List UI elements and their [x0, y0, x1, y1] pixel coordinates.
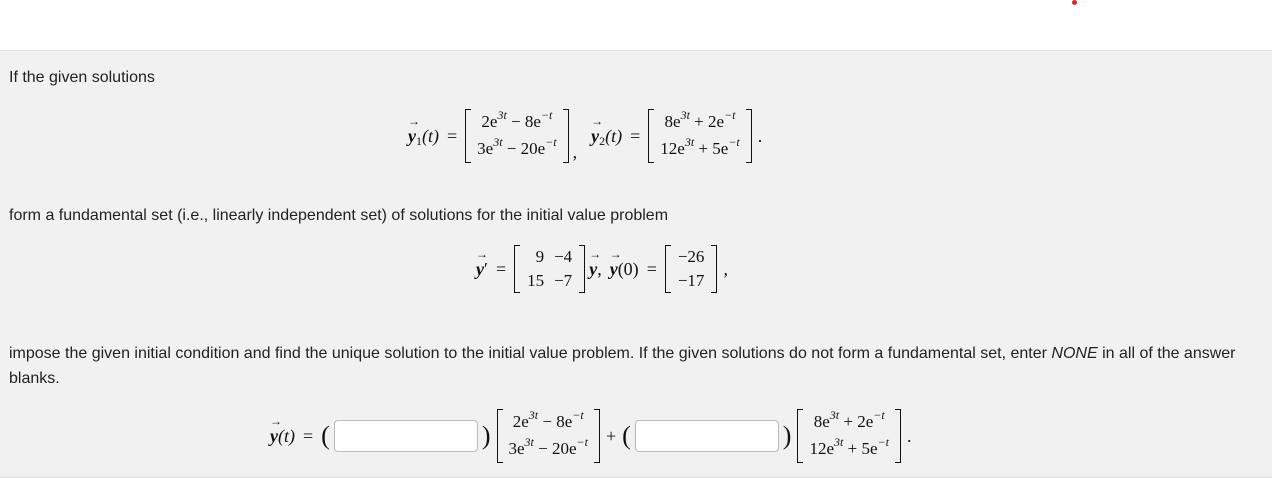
- solutions-equation: → y 1 (t) = $2e^{3t} - 8e^{-t}$ $3e^{3t} - 20e^{-t}$ , → y 2 (t) = $8e^{3t} + 2e^{-t}$ $12e^{3t} + 5e^{-t}$ .: [408, 109, 762, 163]
- y1-subscript: 1: [416, 133, 422, 148]
- y0-arg: (0): [617, 258, 639, 279]
- y2-subscript: 2: [599, 133, 606, 148]
- y2-arg: (t): [605, 125, 623, 146]
- impose-text: impose the given initial condition and find the unique solution to the initial value problem. If the given solutions do not form a fundamental set, enter NONE in all of the answer blanks.: [9, 345, 1236, 387]
- matrix-cell: 9: [535, 247, 545, 266]
- y1-vector: [465, 109, 568, 163]
- y1-row-1: $2e^{3t} - 8e^{-t}$: [481, 108, 553, 131]
- intro-text: If the given solutions: [9, 69, 155, 86]
- status-dot: [1072, 0, 1077, 5]
- y1-arg: (t): [422, 125, 439, 146]
- answer-y2-vector: $8e^{3t} + 2e^{-t}$ $12e^{3t} + 5e^{-t}$: [797, 409, 900, 463]
- none-keyword: NONE: [1051, 345, 1098, 362]
- y2-row-2: $12e^{3t} + 5e^{-t}$: [660, 135, 740, 158]
- matrix-cell: −4: [554, 247, 573, 266]
- coefficient-matrix: [514, 245, 585, 293]
- coefficient-c1-input[interactable]: [334, 420, 478, 452]
- answer-arg: (t): [278, 425, 295, 446]
- fundamental-text: form a fundamental set (i.e., linearly independent set) of solutions for the initial value problem: [9, 207, 669, 224]
- answer-y1-vector: $2e^{3t} - 8e^{-t}$ $3e^{3t} - 20e^{-t}$: [497, 409, 600, 463]
- y2-symbol: → y: [591, 126, 599, 147]
- prime-mark: ′: [484, 258, 488, 279]
- answer-y-symbol: → y: [270, 426, 278, 447]
- init-cell: −17: [677, 271, 705, 290]
- matrix-cell: −7: [554, 271, 573, 290]
- coefficient-c2-input[interactable]: [635, 420, 779, 452]
- y1-row-2: $3e^{3t} - 20e^{-t}$: [477, 135, 557, 158]
- yprime-symbol: → y: [476, 259, 484, 280]
- init-cell: −26: [677, 247, 705, 266]
- matrix-cell: 15: [527, 271, 545, 290]
- y2-row-1: $8e^{3t} + 2e^{-t}$: [664, 108, 736, 131]
- question-panel: [0, 50, 1272, 478]
- y0-symbol: → y: [610, 259, 618, 280]
- y1-symbol: → y: [408, 126, 416, 147]
- answer-equation: → y (t) = ( ) $2e^{3t} - 8e^{-t}$ $3e^{3t} - 20e^{-t}$ + ( ) $8e^{3t} + 2e^{-t}$ $12e^{3t} + 5e^{-t}$ .: [270, 409, 911, 463]
- y2-vector: [648, 109, 751, 163]
- y-symbol: → y: [589, 259, 597, 280]
- initial-vector: [665, 245, 718, 293]
- ivp-equation: → y ′ = 9 −4 15 −7 → y , → y (0) = −26 −17 ,: [476, 245, 728, 293]
